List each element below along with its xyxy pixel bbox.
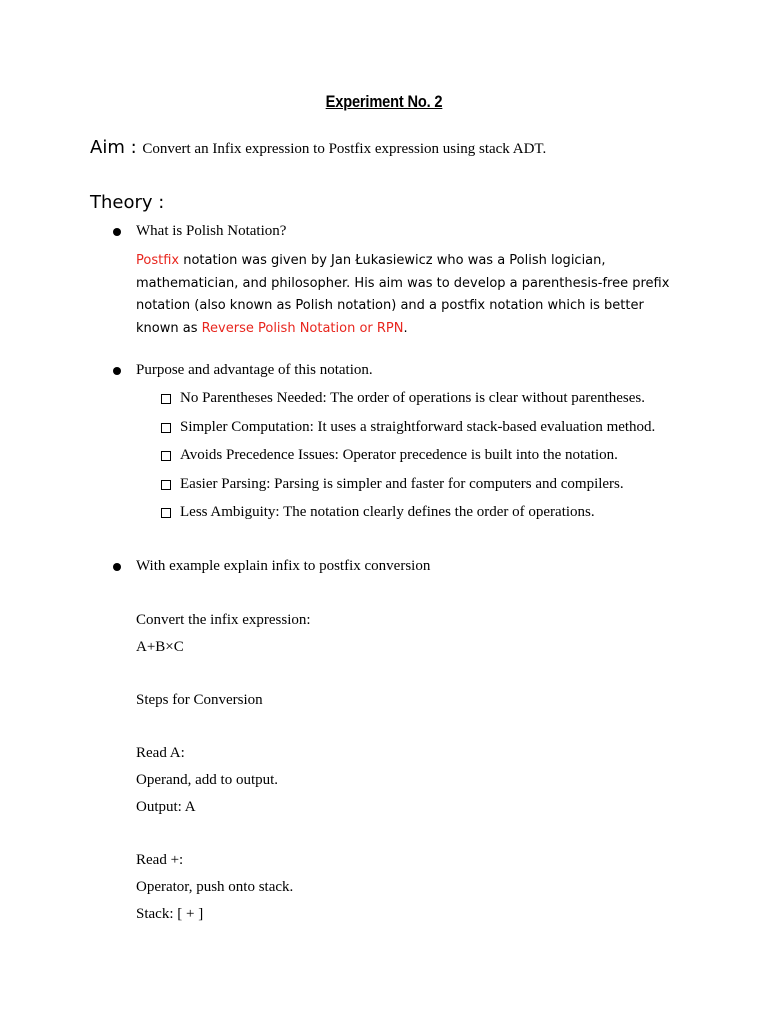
example-line: Read A:: [136, 745, 185, 761]
postfix-highlight: Postfix: [136, 253, 180, 268]
bullet-icon: [113, 228, 121, 236]
checkbox-icon: [161, 451, 171, 461]
example-expression: A+B×C: [136, 639, 184, 655]
example-line: Operand, add to output.: [136, 772, 279, 788]
example-line: Output: A: [136, 799, 196, 815]
page-title: Experiment No. 2: [325, 92, 443, 111]
advantage-item: No Parentheses Needed: The order of operations is clear without parentheses.: [180, 390, 645, 406]
bullet-heading-example: With example explain infix to postfix conversion: [136, 558, 431, 574]
example-line: Read +:: [136, 852, 184, 868]
example-line: Stack: [ + ]: [136, 906, 204, 922]
advantage-item: Easier Parsing: Parsing is simpler and faster for computers and compilers.: [180, 476, 624, 492]
example-line: Convert the infix expression:: [136, 612, 311, 628]
checkbox-icon: [161, 480, 171, 490]
bullet-heading-polish: What is Polish Notation?: [136, 223, 287, 239]
example-line: Steps for Conversion: [136, 692, 263, 708]
aim-text: Convert an Infix expression to Postfix expression using stack ADT.: [142, 141, 547, 157]
bullet-icon: [113, 563, 121, 571]
bullet-icon: [113, 367, 121, 375]
paragraph-body: notation was given by Jan Łukasiewicz who was a Polish logician, mathematician, and philosopher. His aim was to develop a parenthesis-free prefix notation (also known as Polish notation) and a postfix notation which is better known as: [136, 253, 670, 336]
checkbox-icon: [161, 394, 171, 404]
aim-line: [90, 137, 546, 158]
advantage-item: Avoids Precedence Issues: Operator precedence is built into the notation.: [180, 447, 618, 463]
example-line: Operator, push onto stack.: [136, 879, 294, 895]
polish-notation-paragraph: [136, 250, 676, 340]
aim-label: Aim :: [90, 137, 143, 158]
advantage-item: Simpler Computation: It uses a straightforward stack-based evaluation method.: [180, 419, 656, 435]
checkbox-icon: [161, 508, 171, 518]
advantage-item: Less Ambiguity: The notation clearly defines the order of operations.: [180, 504, 595, 520]
bullet-heading-purpose: Purpose and advantage of this notation.: [136, 362, 373, 378]
paragraph-end: .: [403, 320, 408, 336]
rpn-highlight: Reverse Polish Notation or RPN: [201, 320, 404, 336]
checkbox-icon: [161, 423, 171, 433]
theory-heading: Theory :: [90, 192, 165, 213]
